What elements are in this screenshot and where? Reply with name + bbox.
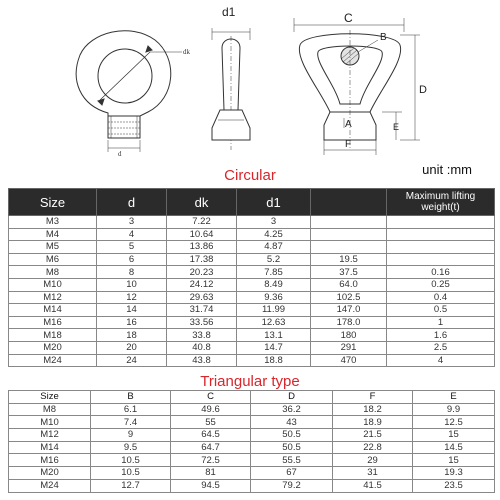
table-cell: 49.6: [171, 403, 251, 416]
table-cell: 24: [97, 354, 167, 367]
table-cell: 18.9: [333, 416, 413, 429]
table-cell: 33.56: [167, 316, 237, 329]
table-cell: 14.7: [237, 341, 311, 354]
table-row: [9, 241, 495, 254]
c-dimension-label: C: [344, 11, 353, 25]
header-cell: E: [413, 391, 495, 404]
table-cell: 41.5: [333, 479, 413, 492]
table-cell: 18.2: [333, 403, 413, 416]
table-cell: 178.0: [311, 316, 387, 329]
b-dimension-label: B: [380, 32, 387, 43]
table-cell: 17.38: [167, 253, 237, 266]
circular-spec-table: [8, 188, 495, 367]
table-cell: 7.22: [167, 216, 237, 229]
table-cell: 4.87: [237, 241, 311, 254]
header-max-lifting-weight: Maximum lifting weight(t): [387, 189, 495, 216]
table-row: [9, 479, 495, 492]
table-row: [9, 304, 495, 317]
table-cell: 29: [333, 454, 413, 467]
table-cell: M14: [9, 441, 91, 454]
table-cell: 33.8: [167, 329, 237, 342]
table-cell: 7.85: [237, 266, 311, 279]
header-cell: C: [171, 391, 251, 404]
f-dimension-label: F: [345, 139, 352, 150]
table-row: [9, 354, 495, 367]
table-cell: M6: [9, 253, 97, 266]
table-cell: M20: [9, 341, 97, 354]
table-cell: 10.64: [167, 228, 237, 241]
table-cell: 43: [251, 416, 333, 429]
table-cell: 6: [97, 253, 167, 266]
table-cell: 20: [97, 341, 167, 354]
table-cell: 18.8: [237, 354, 311, 367]
table-cell: 10: [97, 278, 167, 291]
d-dimension-label: d: [118, 150, 122, 158]
table-cell: M5: [9, 241, 97, 254]
table-cell: 0.5: [387, 304, 495, 317]
table-cell: 5.2: [237, 253, 311, 266]
table-cell: 3: [237, 216, 311, 229]
table-cell: 37.5: [311, 266, 387, 279]
table-cell: 5: [97, 241, 167, 254]
table-row: [9, 429, 495, 442]
table-cell: 36.2: [251, 403, 333, 416]
table-row: [9, 341, 495, 354]
table-cell: 9.36: [237, 291, 311, 304]
table-cell: 102.5: [311, 291, 387, 304]
e-dimension-label: E: [393, 122, 400, 132]
table-cell: 31: [333, 467, 413, 480]
table-row: [9, 403, 495, 416]
table-cell: 50.5: [251, 441, 333, 454]
table-cell: 81: [171, 467, 251, 480]
table-cell: M12: [9, 291, 97, 304]
table-cell: 50.5: [251, 429, 333, 442]
table-cell: 14: [97, 304, 167, 317]
table-cell: 16: [97, 316, 167, 329]
table-cell: 470: [311, 354, 387, 367]
table-cell: [387, 241, 495, 254]
table-cell: M16: [9, 316, 97, 329]
table-cell: 13.86: [167, 241, 237, 254]
table-cell: 19.3: [413, 467, 495, 480]
table-cell: 15: [413, 429, 495, 442]
table-cell: 12.7: [91, 479, 171, 492]
table-cell: 7.4: [91, 416, 171, 429]
table-row: [9, 228, 495, 241]
table-cell: M4: [9, 228, 97, 241]
table-cell: 0.25: [387, 278, 495, 291]
table-row: [9, 416, 495, 429]
header-d1: d1: [237, 189, 311, 216]
table-row: [9, 266, 495, 279]
table-cell: 291: [311, 341, 387, 354]
table-cell: 10.5: [91, 467, 171, 480]
triangular-table-title: Triangular type: [200, 373, 300, 390]
table-cell: M8: [9, 403, 91, 416]
table-row: [9, 291, 495, 304]
big-d-dimension-label: D: [419, 84, 427, 96]
technical-drawings: [0, 0, 500, 165]
table-cell: 12: [97, 291, 167, 304]
table-row: [9, 216, 495, 229]
triangular-spec-table: [8, 390, 495, 493]
table-cell: 2.5: [387, 341, 495, 354]
table-cell: 20.23: [167, 266, 237, 279]
table-row: [9, 441, 495, 454]
header-blank: [311, 189, 387, 216]
table-row: [9, 253, 495, 266]
table-cell: 18: [97, 329, 167, 342]
table-cell: 10.5: [91, 454, 171, 467]
table-cell: 9.5: [91, 441, 171, 454]
dk-dimension-label: dk: [183, 48, 190, 56]
table-cell: 6.1: [91, 403, 171, 416]
table-cell: M10: [9, 278, 97, 291]
header-d: d: [97, 189, 167, 216]
table-cell: 40.8: [167, 341, 237, 354]
table-cell: [311, 241, 387, 254]
table-cell: M8: [9, 266, 97, 279]
header-cell: B: [91, 391, 171, 404]
table-cell: 12.63: [237, 316, 311, 329]
d1-dimension-label: d1: [222, 5, 236, 19]
table-cell: M20: [9, 467, 91, 480]
table-cell: 23.5: [413, 479, 495, 492]
table-cell: 4: [97, 228, 167, 241]
table-cell: 64.0: [311, 278, 387, 291]
table-cell: M10: [9, 416, 91, 429]
table-cell: 29.63: [167, 291, 237, 304]
table-cell: 12.5: [413, 416, 495, 429]
table-cell: 9: [91, 429, 171, 442]
table-cell: 14.5: [413, 441, 495, 454]
table-cell: M16: [9, 454, 91, 467]
table-cell: 24.12: [167, 278, 237, 291]
header-cell: D: [251, 391, 333, 404]
table-cell: 1.6: [387, 329, 495, 342]
table-cell: [387, 228, 495, 241]
table-cell: M18: [9, 329, 97, 342]
unit-label: unit :mm: [422, 162, 472, 177]
table-cell: 67: [251, 467, 333, 480]
table-cell: M24: [9, 354, 97, 367]
table-row: [9, 454, 495, 467]
table-cell: 0.4: [387, 291, 495, 304]
table-cell: 43.8: [167, 354, 237, 367]
table-row: [9, 316, 495, 329]
circular-eyebolt-side-drawing: [212, 28, 250, 150]
header-cell: F: [333, 391, 413, 404]
table-header-row: [9, 189, 495, 216]
table-cell: 147.0: [311, 304, 387, 317]
table-cell: [387, 253, 495, 266]
table-cell: 11.99: [237, 304, 311, 317]
table-cell: 22.8: [333, 441, 413, 454]
table-cell: 72.5: [171, 454, 251, 467]
table-cell: 13.1: [237, 329, 311, 342]
table-cell: 79.2: [251, 479, 333, 492]
header-size: Size: [9, 189, 97, 216]
header-dk: dk: [167, 189, 237, 216]
table-cell: 4: [387, 354, 495, 367]
table-cell: 94.5: [171, 479, 251, 492]
table-row: [9, 278, 495, 291]
table-cell: M12: [9, 429, 91, 442]
table-cell: 9.9: [413, 403, 495, 416]
table-cell: [311, 216, 387, 229]
table-cell: 3: [97, 216, 167, 229]
table-row: [9, 467, 495, 480]
table-cell: 180: [311, 329, 387, 342]
circular-eyebolt-front-drawing: [76, 31, 182, 152]
table-header-row: [9, 391, 495, 404]
table-cell: 55.5: [251, 454, 333, 467]
table-cell: M3: [9, 216, 97, 229]
table-cell: 0.16: [387, 266, 495, 279]
table-cell: 8: [97, 266, 167, 279]
table-cell: 55: [171, 416, 251, 429]
table-cell: M24: [9, 479, 91, 492]
table-cell: [387, 216, 495, 229]
header-cell: Size: [9, 391, 91, 404]
table-cell: 8.49: [237, 278, 311, 291]
table-cell: [311, 228, 387, 241]
table-cell: 19.5: [311, 253, 387, 266]
table-cell: 15: [413, 454, 495, 467]
table-row: [9, 329, 495, 342]
table-cell: 64.5: [171, 429, 251, 442]
table-cell: 1: [387, 316, 495, 329]
table-cell: 21.5: [333, 429, 413, 442]
table-cell: 64.7: [171, 441, 251, 454]
table-cell: 31.74: [167, 304, 237, 317]
triangular-eyebolt-drawing: [294, 18, 420, 155]
table-cell: M14: [9, 304, 97, 317]
circular-table-title: Circular: [224, 167, 276, 184]
a-dimension-label: A: [345, 119, 352, 130]
table-cell: 4.25: [237, 228, 311, 241]
